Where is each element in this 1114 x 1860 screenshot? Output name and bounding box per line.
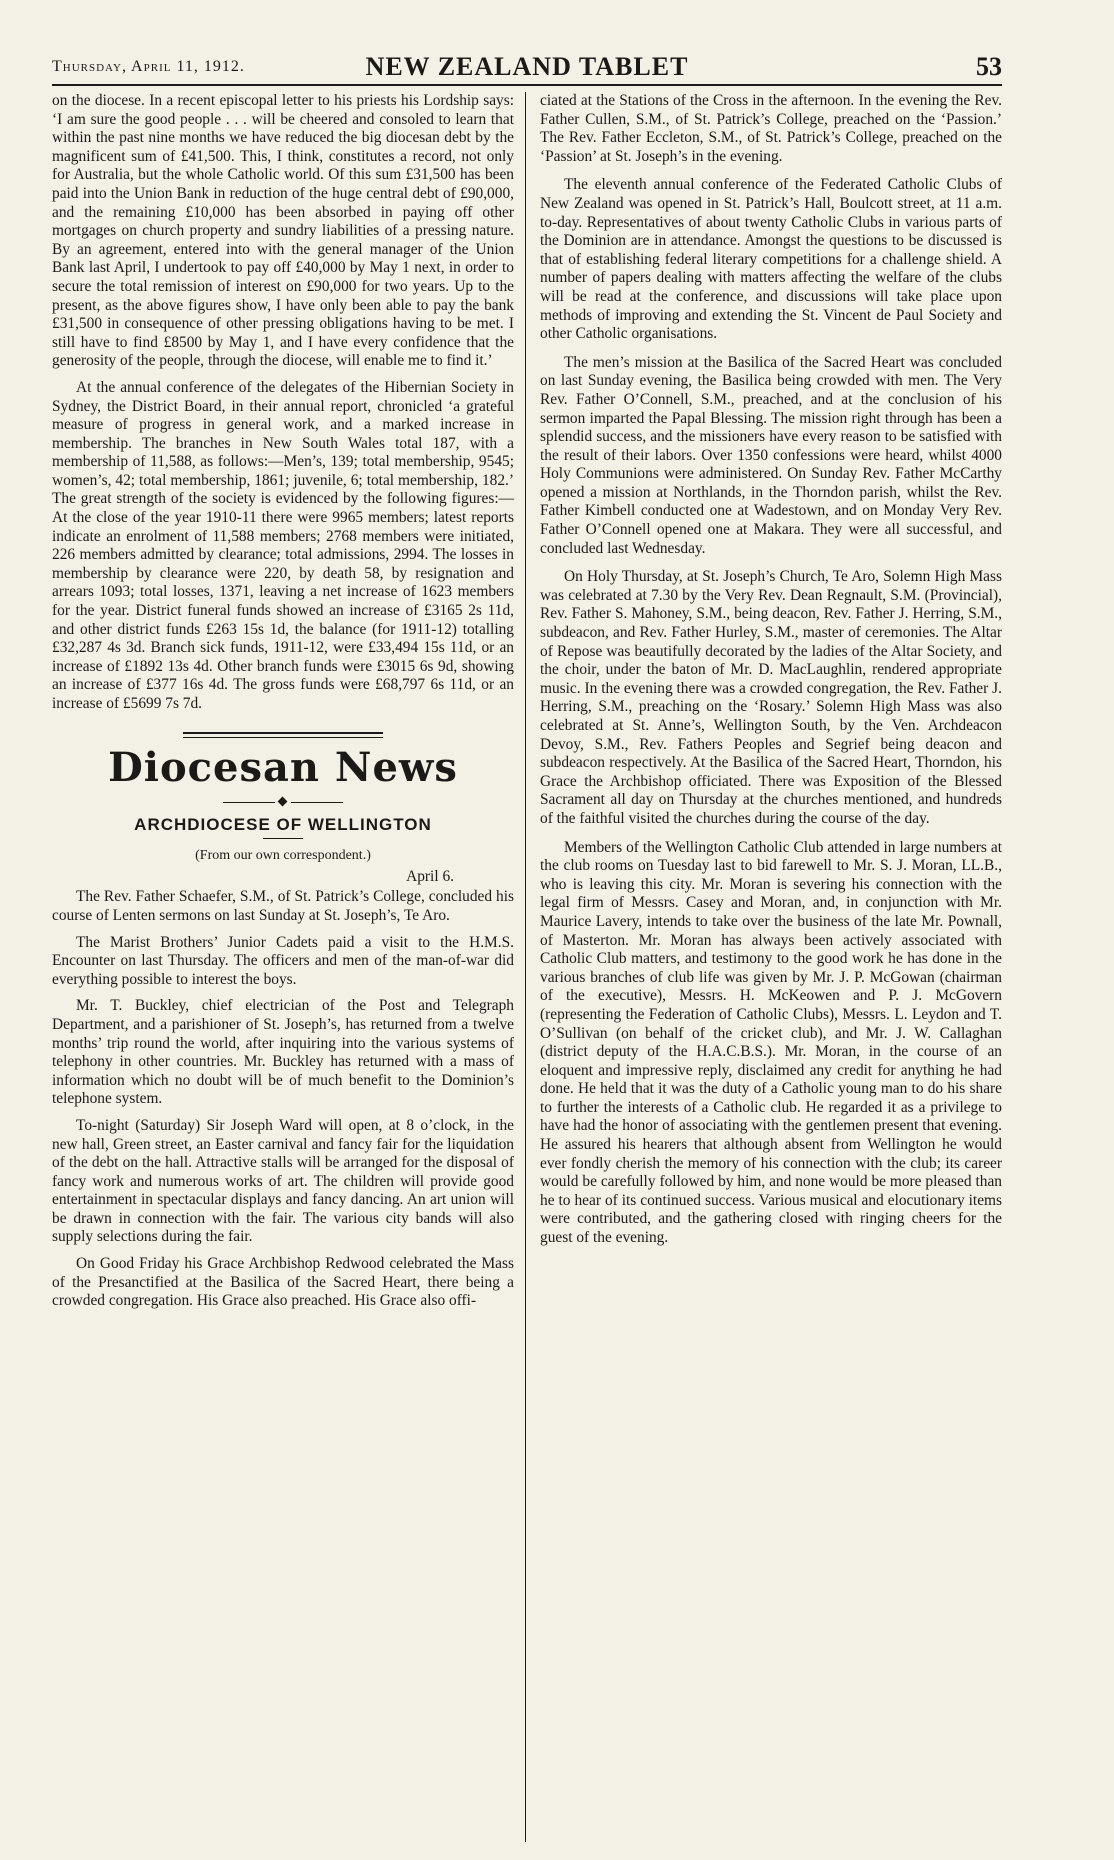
news-paragraph: The Rev. Father Schaefer, S.M., of St. Patrick’s College, concluded his course of Lenten sermons on last Sunday at St. Joseph’s, Te Aro. — [52, 888, 514, 924]
news-paragraph: The eleventh annual conference of the Federated Catholic Clubs of New Zealand was opened in St. Patrick’s Hall, Boulcott street, at 11 a.m. to-day. Representatives of about twenty Catholic Clubs in various parts of the Dominion are in attendance. Amongst the questions to be discussed is that of establishing federal literary competitions for a challenge shield. A number of papers dealing with matters affecting the welfare of the clubs will be read at the conference, and discussions will take place upon methods of improving and extending the St. Vincent de Paul Society and other Catholic organisations. — [540, 176, 1002, 343]
page-number: 53 — [976, 52, 1002, 81]
right-column — [540, 92, 1002, 1258]
dateline: April 6. — [406, 867, 454, 885]
section-divider — [183, 732, 383, 738]
left-column — [52, 92, 514, 1319]
news-paragraph: Mr. T. Buckley, chief electrician of the Post and Telegraph Department, and a parishioner of St. Joseph’s, has returned from a twelve months’ trip round the world, after inquiring into the various systems of telephony in other countries. Mr. Buckley has returned with a mass of information which no doubt will be of much benefit to the Dominion’s telephone system. — [52, 997, 514, 1108]
news-paragraph: ciated at the Stations of the Cross in the afternoon. In the evening the Rev. Father Cullen, S.M., of St. Patrick’s College, preached on the ‘Passion.’ The Rev. Father Eccleton, S.M., of St. Patrick’s College, preached on the ‘Passion’ at St. Joseph’s in the evening. — [540, 92, 1002, 165]
issue-date: Thursday, April 11, 1912. — [52, 58, 245, 75]
column-divider — [525, 92, 526, 1842]
masthead — [52, 50, 1002, 86]
news-paragraph: The men’s mission at the Basilica of the Sacred Heart was concluded on last Sunday evening, the Basilica being crowded with men. The Very Rev. Father O’Connell, S.M., preached, and at the conclusion of his sermon imparted the Papal Blessing. The mission right through has been a splendid success, and the missioners have every reason to be satisfied with the result of their labors. Over 1350 confessions were heard, whilst 4000 Holy Communions were administered. On Sunday Rev. Father McCarthy opened a mission at Northlands, in the Thorndon parish, whilst the Rev. Father Kimbell conducted one at Wadestown, and on Monday Very Rev. Father O’Connell opened one at Makara. They were all successful, and concluded last Wednesday. — [540, 353, 1002, 557]
newspaper-title: NEW ZEALAND TABLET — [365, 52, 689, 81]
news-paragraph: On Good Friday his Grace Archbishop Redwood celebrated the Mass of the Presanctified at the Basilica of the Sacred Heart, there being a crowded congregation. His Grace also preached. His Grace also offi- — [52, 1255, 514, 1310]
section-title: Diocesan News — [108, 743, 458, 791]
short-divider — [263, 838, 303, 839]
article-paragraph: At the annual conference of the delegates of the Hibernian Society in Sydney, the District Board, in their annual report, chronicled ‘a grateful measure of progress in general work, and a marked increase in membership. The branches in New South Wales total 187, with a membership of 11,588, as follows:—Men’s, 139; total membership, 9545; women’s, 42; total membership, 1861; juvenile, 6; total membership, 182.’ The great strength of the society is evidenced by the following figures:—At the close of the year 1910-11 there were 9965 members; latest reports indicate an enrolment of 11,588 members; 2768 members were initiated, 226 members admitted by clearance; total admissions, 2994. The losses in membership by clearance were 220, by death 58, by resignation and arrears 1093; total losses, 1371, leaving a net increase of 1623 members for the year. District funeral funds showed an increase of £3165 2s 11d, and other district funds £263 15s 1d, the balance (for 1911-12) totalling £32,287 4s 3d. Branch sick funds, 1911-12, were £33,494 15s 11d, or an increase of £1892 13s 4d. Other branch funds were £3015 6s 9d, showing an increase of £377 16s 4d. The gross funds were £68,797 6s 11d, or an increase of £5699 7s 7d. — [52, 378, 514, 712]
ornament-divider — [223, 798, 343, 808]
news-paragraph: On Holy Thursday, at St. Joseph’s Church, Te Aro, Solemn High Mass was celebrated at 7.30 by the Very Rev. Dean Regnault, S.M. (Provincial), Rev. Father S. Mahoney, S.M., being deacon, Rev. Father J. Herring, S.M., subdeacon, and Rev. Father Hurley, S.M., master of ceremonies. The Altar of Repose was beautifully decorated by the ladies of the Altar Society, and the choir, under the baton of Mr. D. MacLaughlin, rendered appropriate music. In the evening there was a crowded congregation, the Rev. Father J. Herring, S.M., preaching on the ‘Rosary.’ Solemn High Mass was also celebrated at St. Anne’s, Wellington South, by the Ven. Archdeacon Devoy, S.M., Rev. Fathers Peoples and Segrief being deacon and subdeacon respectively. At the Basilica of the Sacred Heart, Thorndon, his Grace the Archbishop officiated. There was Exposition of the Blessed Sacrament all day on Thursday at the churches mentioned, and hundreds of the faithful visited the churches during the course of the day. — [540, 568, 1002, 827]
news-paragraph: Members of the Wellington Catholic Club attended in large numbers at the club rooms on Tuesday last to bid farewell to Mr. S. J. Moran, LL.B., who is leaving this city. Mr. Moran is severing his connection with the legal firm of Messrs. Casey and Moran, and, in conjunction with Mr. Maurice Lavery, intends to take over the business of the late Mr. Pownall, of Masterton. Mr. Moran has always been actively associated with Catholic Club matters, and testimony to the good work he has done in the various branches of club life was given by Mr. J. P. McGowan (chairman of the executive), Messrs. H. McKeowen and P. J. McGovern (representing the Federation of Catholic Clubs), Messrs. L. Leydon and T. O’Sullivan (on behalf of the cricket club), and Mr. J. W. Callaghan (district deputy of the H.A.C.B.S.). Mr. Moran, in the course of an eloquent and impressive reply, disclaimed any credit for anything he had done. He held that it was the duty of a Catholic young man to do his share to further the interests of a Catholic club. He regarded it as a privilege to have had the honor of associating with the gentlemen present that evening. He assured his hearers that although absent from Wellington he would ever fondly cherish the memory of his connection with the club; its career would be carefully followed by him, and none would be more pleased than he to hear of its continued success. Various musical and elocutionary items were contributed, and the gathering closed with ringing cheers for the guest of the evening. — [540, 838, 1002, 1247]
news-paragraph: The Marist Brothers’ Junior Cadets paid a visit to the H.M.S. Encounter on last Thursday. The officers and men of the man-of-war did everything possible to interest the boys. — [52, 933, 514, 988]
correspondent-note: (From our own correspondent.) — [195, 848, 371, 864]
article-paragraph: on the diocese. In a recent episcopal letter to his priests his Lordship says: ‘I am sure the good people . . . will be cheered and consoled to learn that within the past nine months we have reduced the big diocesan debt by the magnificent sum of £41,500. This, I think, constitutes a record, not only for Australia, but the whole Catholic world. Of this sum £31,500 has been paid into the Union Bank in reduction of the huge central debt of £90,000, and the remaining £10,000 has been absorbed in paying off other mortgages on church property and sundry liabilities of a pressing nature. By an agreement, entered into with the general manager of the Union Bank last April, I undertook to pay off £40,000 by May 1 next, in order to secure the total remission of interest on £90,000 for two years. Up to the present, as the above figures show, I have only been able to pay the bank £31,500 in consequence of other pressing obligations having to be met. I still have to find £8500 by May 1, and I have every confidence that the generosity of the people, through the diocese, will enable me to find it.’ — [52, 92, 514, 370]
news-paragraph: To-night (Saturday) Sir Joseph Ward will open, at 8 o’clock, in the new hall, Green street, an Easter carnival and fancy fair for the liquidation of the debt on the hall. Attractive stalls will be arranged for the disposal of fancy work and numerous works of art. The children will provide good entertainment in spectacular displays and fancy dancing. An art union will be drawn in connection with the fair. The various city bands will also supply selections during the fair. — [52, 1116, 514, 1246]
archdiocese-heading: ARCHDIOCESE OF WELLINGTON — [134, 814, 432, 834]
